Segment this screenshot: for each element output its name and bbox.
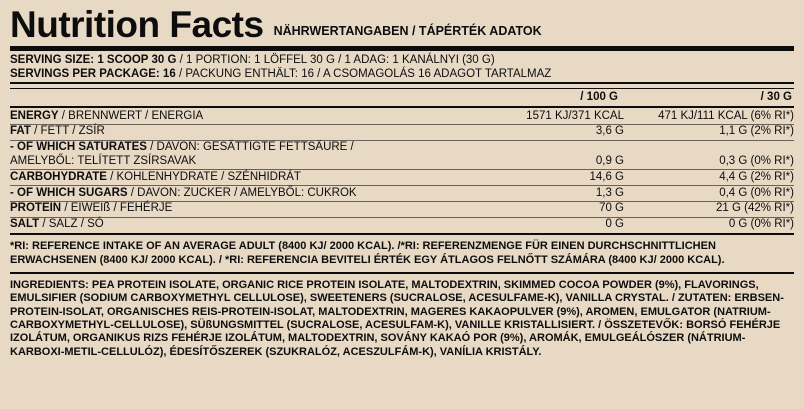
nutrient-per30-cell: 4,4 G (2% RI*): [719, 170, 794, 183]
divider-med-1: [10, 82, 794, 84]
divider-med-4: [10, 272, 794, 274]
nutrient-per30-cell: 0,4 G (0% RI*): [719, 186, 794, 199]
table-row: [10, 170, 794, 185]
servings-per-package-line: [10, 67, 794, 81]
serving-size-label: SERVING SIZE:: [10, 54, 95, 66]
nutrient-per100-cell: 0,9 G: [595, 154, 624, 167]
nutrient-per100-cell: 14,6 G: [589, 170, 624, 183]
page-title: Nutrition Facts: [10, 4, 264, 45]
nutrient-per100-cell: 1,3 G: [595, 186, 624, 199]
nutrient-per100-cell: 0 G: [605, 218, 624, 231]
servings-per-package-label: SERVINGS PER PACKAGE: 16: [10, 68, 176, 81]
nutrient-name-cell: - OF WHICH SATURATES / DAVON: GESÄTTIGTE FETTSÄURE / AMELYBŐL: TELÍTETT ZSÍRSAVAK: [10, 141, 354, 167]
nutrient-per100-cell: 3,6 G: [595, 125, 624, 138]
ingredients-text: INGREDIENTS: PEA PROTEIN ISOLATE, ORGANIC RICE PROTEIN ISOLATE, MALTODEXTRIN, SKIMMED COCOA POWDER (9%), FLAVORINGS, EMULSIFIER (SODIUM CARBOXYMETHYL CELLULOSE), SWEETENERS (SUCRALOSE, ACESULFAME-K), VANILLA CRYSTAL. / ZUTATEN: ERBSEN-PROTEIN-ISOLAT, ORGANISCHES REIS-PROTEIN-ISOLAT, MALTODEXTRIN, MAGERES KAKAOPULVER (9%), AROMEN, EMULGATOR (NATRIUM-CARBOXYMETHYL-CELLULOSE), SÜßUNGSMITTEL (SUCRALOSE, ACESULFAM-K), VANILLE KRISTALLISIERT. / ÖSSZETEVŐK: BORSÓ FEHÉRJE IZOLÁTUM, ORGANIKUS RIZS FEHÉRJE IZOLÁTUM, MALTODEXTRIN, SOVÁNY KAKAÓ POR (9%), AROMÁK, EMULGEÁLÓSZER (NÁTRIUM-KARBOXI-METIL-CELLULÓZ), ÉDESÍTŐSZEREK (SZUKRALÓZ, ACESZULFÁM-K), VANÍLIA KRISTÁLY.: [10, 278, 784, 358]
column-header-per-serving: / 30 G: [760, 91, 792, 104]
column-header-per-100g: / 100 G: [580, 91, 618, 104]
table-row: [10, 186, 794, 201]
divider-med-2: [10, 106, 794, 108]
nutrition-table: [10, 109, 794, 232]
serving-size-value: 1 SCOOP 30 G: [97, 54, 177, 66]
nutrient-name-cell: FAT / FETT / ZSÍR: [10, 125, 105, 138]
title-row: [10, 6, 794, 45]
table-row: [10, 217, 794, 232]
table-row: [10, 124, 794, 139]
nutrient-name-cell: ENERGY / BRENNWERT / ENERGIA: [10, 109, 204, 122]
nutrient-per30-cell: 0,3 G (0% RI*): [719, 154, 794, 167]
nutrient-per30-cell: 0 G (0% RI*): [728, 218, 794, 231]
table-row: [10, 201, 794, 216]
nutrient-per30-cell: 471 KJ/111 KCAL (6% RI*): [658, 109, 794, 122]
nutrient-name-cell: CARBOHYDRATE / KOHLENHYDRATE / SZÉNHIDRÁT: [10, 170, 301, 183]
table-row: [10, 140, 794, 169]
nutrient-name-cell: SALT / SALZ / SÓ: [10, 218, 104, 231]
divider-med-3: [10, 233, 794, 235]
nutrient-name-cell: - OF WHICH SUGARS / DAVON: ZUCKER / AMELYBŐL: CUKROK: [10, 186, 357, 199]
table-row: [10, 109, 794, 124]
divider-thick-top: [10, 46, 794, 51]
title-translations: NÄHRWERTANGABEN / TÁPÉRTÉK ADATOK: [273, 24, 542, 38]
reference-intake-note: *RI: REFERENCE INTAKE OF AN AVERAGE ADULT (8400 KJ/ 2000 KCAL). /*RI: REFERENZMENGE FÜR EINEN DURCHSCHNITTLICHEN ERWACHSENEN (8400 KJ/ 2000 KCAL). / *RI: REFERENCIA BEVITELI ÉRTÉK EGY ÁTLAGOS FELNŐTT SZÁMÁRA (8400 KJ/ 2000 KCAL).: [10, 240, 725, 266]
servings-per-package-translations: / PACKUNG ENTHÄLT: 16 / A CSOMAGOLÁS 16 ADAGOT TARTALMAZ: [178, 68, 552, 81]
nutrient-per100-cell: 70 G: [599, 202, 624, 215]
serving-size-translations: / 1 PORTION: 1 LÖFFEL 30 G / 1 ADAG: 1 KANÁLNYI (30 G): [179, 54, 495, 66]
nutrient-per30-cell: 21 G (42% RI*): [716, 202, 794, 215]
nutrient-per30-cell: 1,1 G (2% RI*): [719, 125, 794, 138]
column-headers: [10, 89, 794, 105]
serving-size-line: [10, 53, 794, 67]
nutrient-name-cell: PROTEIN / EIWEIß / FEHÉRJE: [10, 202, 173, 215]
nutrient-per100-cell: 1571 KJ/371 KCAL: [526, 109, 624, 122]
